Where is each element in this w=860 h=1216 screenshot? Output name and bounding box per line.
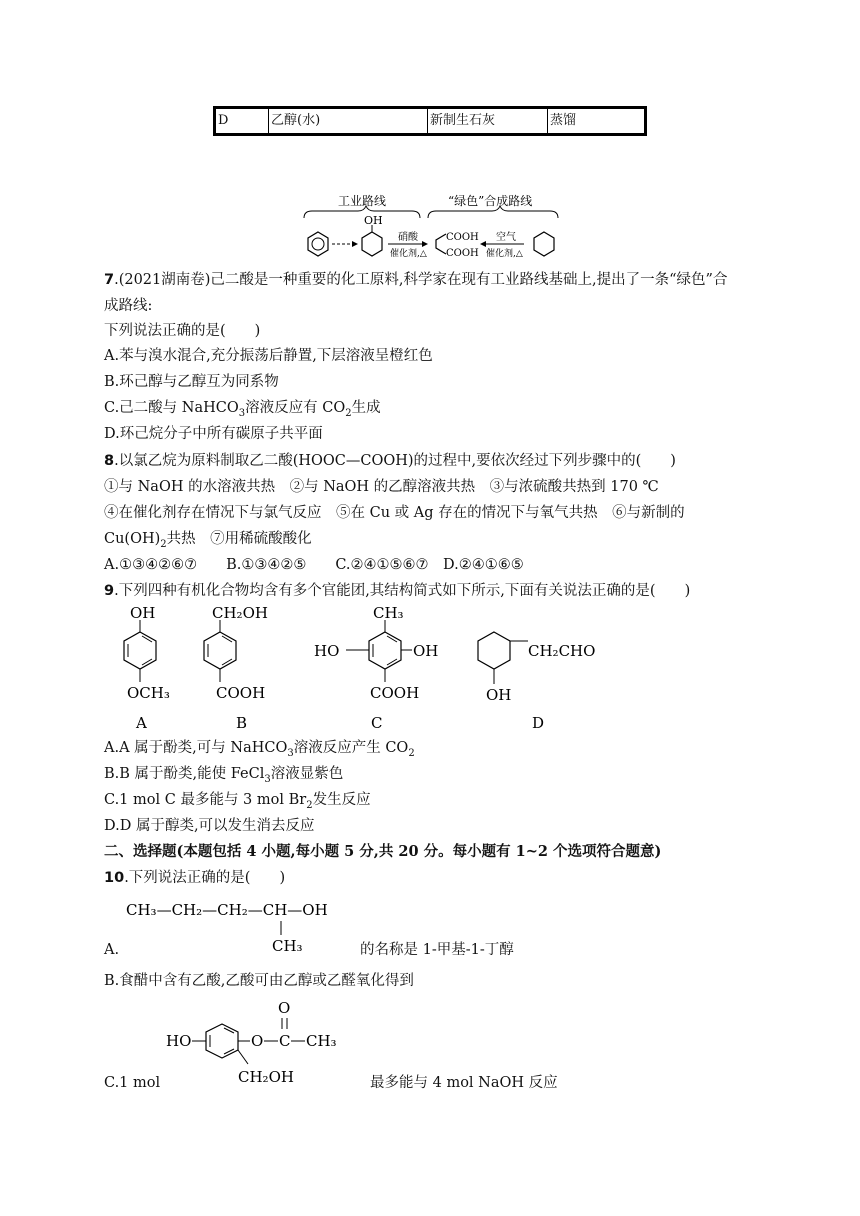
q8-line3: $Cu(OH)_2$共热 ⑦用稀硫酸酸化: [104, 531, 312, 550]
reagent2-bottom: 催化剂,△: [486, 249, 523, 259]
q7-stem-line2: 成路线:: [104, 298, 153, 314]
table-row: [215, 108, 646, 135]
d-label: D: [532, 714, 545, 732]
q10-stem: 10.下列说法正确的是( ): [104, 870, 286, 886]
structure-b: [204, 620, 236, 682]
q10-option-b: B.食醋中含有乙酸,乙酸可由乙醇或乙醛氧化得到: [104, 973, 414, 989]
q8-line1: ①与 NaOH 的水溶液共热 ②与 NaOH 的乙醇溶液共热 ③与浓硫酸共热到 170 ℃: [104, 479, 659, 495]
c-oh: OH: [413, 642, 439, 660]
q8-line2: ④在催化剂存在情况下与氯气反应 ⑤在 Cu 或 Ag 存在的情况下与氧气共热 ⑥与新制的: [104, 505, 685, 521]
q7-option-b: B.环己醇与乙醇互为同系物: [104, 374, 279, 390]
oh-label: OH: [364, 214, 383, 227]
dashed-arrow-head: [352, 241, 358, 247]
c-cooh: COOH: [370, 684, 420, 702]
green-route-label: “绿色”合成路线: [448, 194, 533, 208]
cyclohexanol-structure: [362, 225, 382, 256]
q9-option-a: A.A 属于酚类,可与 NaHCO$_3$溶液反应产生 $CO_2$: [104, 740, 415, 759]
structure-c: [346, 620, 412, 682]
q10-a-formula: [120, 895, 370, 957]
synthesis-route-diagram: [300, 190, 590, 262]
q9-stem: 9.下列四种有机化合物均含有多个官能团,其结构简式如下所示,下面有关说法正确的是( ): [104, 583, 691, 599]
c-ester-o: O: [251, 1032, 264, 1050]
reagent2-top: 空气: [496, 232, 516, 243]
q7-option-c: C.己二酸与 NaHCO$_3$溶液反应有 $CO_2$生成: [104, 400, 381, 419]
a-formula-branch: CH₃: [272, 937, 303, 955]
c-ho-label: HO: [166, 1032, 192, 1050]
c-ch3-label: CH₃: [306, 1032, 337, 1050]
cooh-top: COOH: [446, 232, 479, 243]
b-ch2oh: CH₂OH: [212, 604, 268, 622]
structure-a: [124, 620, 156, 682]
b-label: B: [236, 714, 248, 732]
d-ch2cho: CH₂CHO: [528, 642, 596, 660]
a-oh: OH: [130, 604, 156, 622]
q10-option-a-prefix: A.: [104, 942, 120, 958]
cyclohexane-structure: [534, 232, 554, 256]
c-ch2oh-label: CH₂OH: [238, 1068, 294, 1086]
a-och3: OCH₃: [127, 684, 170, 702]
q9-option-c: C.1 mol C 最多能与 3 mol $Br_2$发生反应: [104, 792, 371, 811]
q10-c-structure: [160, 996, 380, 1090]
c-carbonyl-c: C: [279, 1032, 291, 1050]
table-cell: 蒸馏: [548, 108, 646, 135]
c-label: C: [371, 714, 383, 732]
q7-option-a: A.苯与溴水混合,充分振荡后静置,下层溶液呈橙红色: [104, 348, 433, 364]
c-ho: HO: [314, 642, 340, 660]
table-cell: 新制生石灰: [428, 108, 548, 135]
table-cell: D: [215, 108, 269, 135]
d-oh: OH: [486, 686, 512, 704]
q8-stem: 8.以氯乙烷为原料制取乙二酸(HOOC—COOH)的过程中,要依次经过下列步骤中的( ): [104, 453, 676, 469]
table-cell: 乙醇(水): [269, 108, 428, 135]
q9-option-b: B.B 属于酚类,能使 FeCl$_3$溶液显紫色: [104, 766, 344, 785]
c-benzene-ring: [206, 1024, 238, 1058]
adipic-acid-structure: [436, 234, 446, 254]
q10-option-a-text: 的名称是 1-甲基-1-丁醇: [360, 942, 514, 958]
q7-stem-line1: 7.(2021湖南卷)己二酸是一种重要的化工原料,科学家在现有工业路线基础上,提出了一条“绿色”合: [104, 272, 728, 288]
b-cooh: COOH: [216, 684, 266, 702]
q7-option-d: D.环己烷分子中所有碳原子共平面: [104, 426, 323, 442]
a-formula-chain: CH₃—CH₂—CH₂—CH—OH: [126, 901, 328, 919]
answer-table: [213, 106, 647, 136]
a-label: A: [136, 714, 147, 732]
structure-d: [478, 632, 528, 684]
reagent1-bottom: 催化剂,△: [390, 249, 427, 259]
benzene-structure: [308, 232, 328, 256]
q10-option-c-text: 最多能与 4 mol NaOH 反应: [370, 1075, 558, 1091]
reagent1-top: 硝酸: [398, 232, 418, 243]
q9-structures: [100, 600, 620, 736]
cooh-bottom: COOH: [446, 248, 479, 259]
q8-options: A.①③④②⑥⑦ B.①③④②⑤ C.②④①⑤⑥⑦ D.②④①⑥⑤: [104, 557, 524, 573]
section-2-heading: 二、选择题(本题包括 4 小题,每小题 5 分,共 20 分。每小题有 1~2 个选项符合题意): [104, 843, 662, 860]
industrial-route-label: 工业路线: [338, 194, 387, 208]
c-carbonyl-o: O: [278, 999, 291, 1017]
q10-option-c-prefix: C.1 mol: [104, 1075, 161, 1091]
q9-option-d: D.D 属于醇类,可以发生消去反应: [104, 818, 315, 834]
q7-ask: 下列说法正确的是( ): [104, 323, 261, 339]
c-ch3: CH₃: [373, 604, 404, 622]
